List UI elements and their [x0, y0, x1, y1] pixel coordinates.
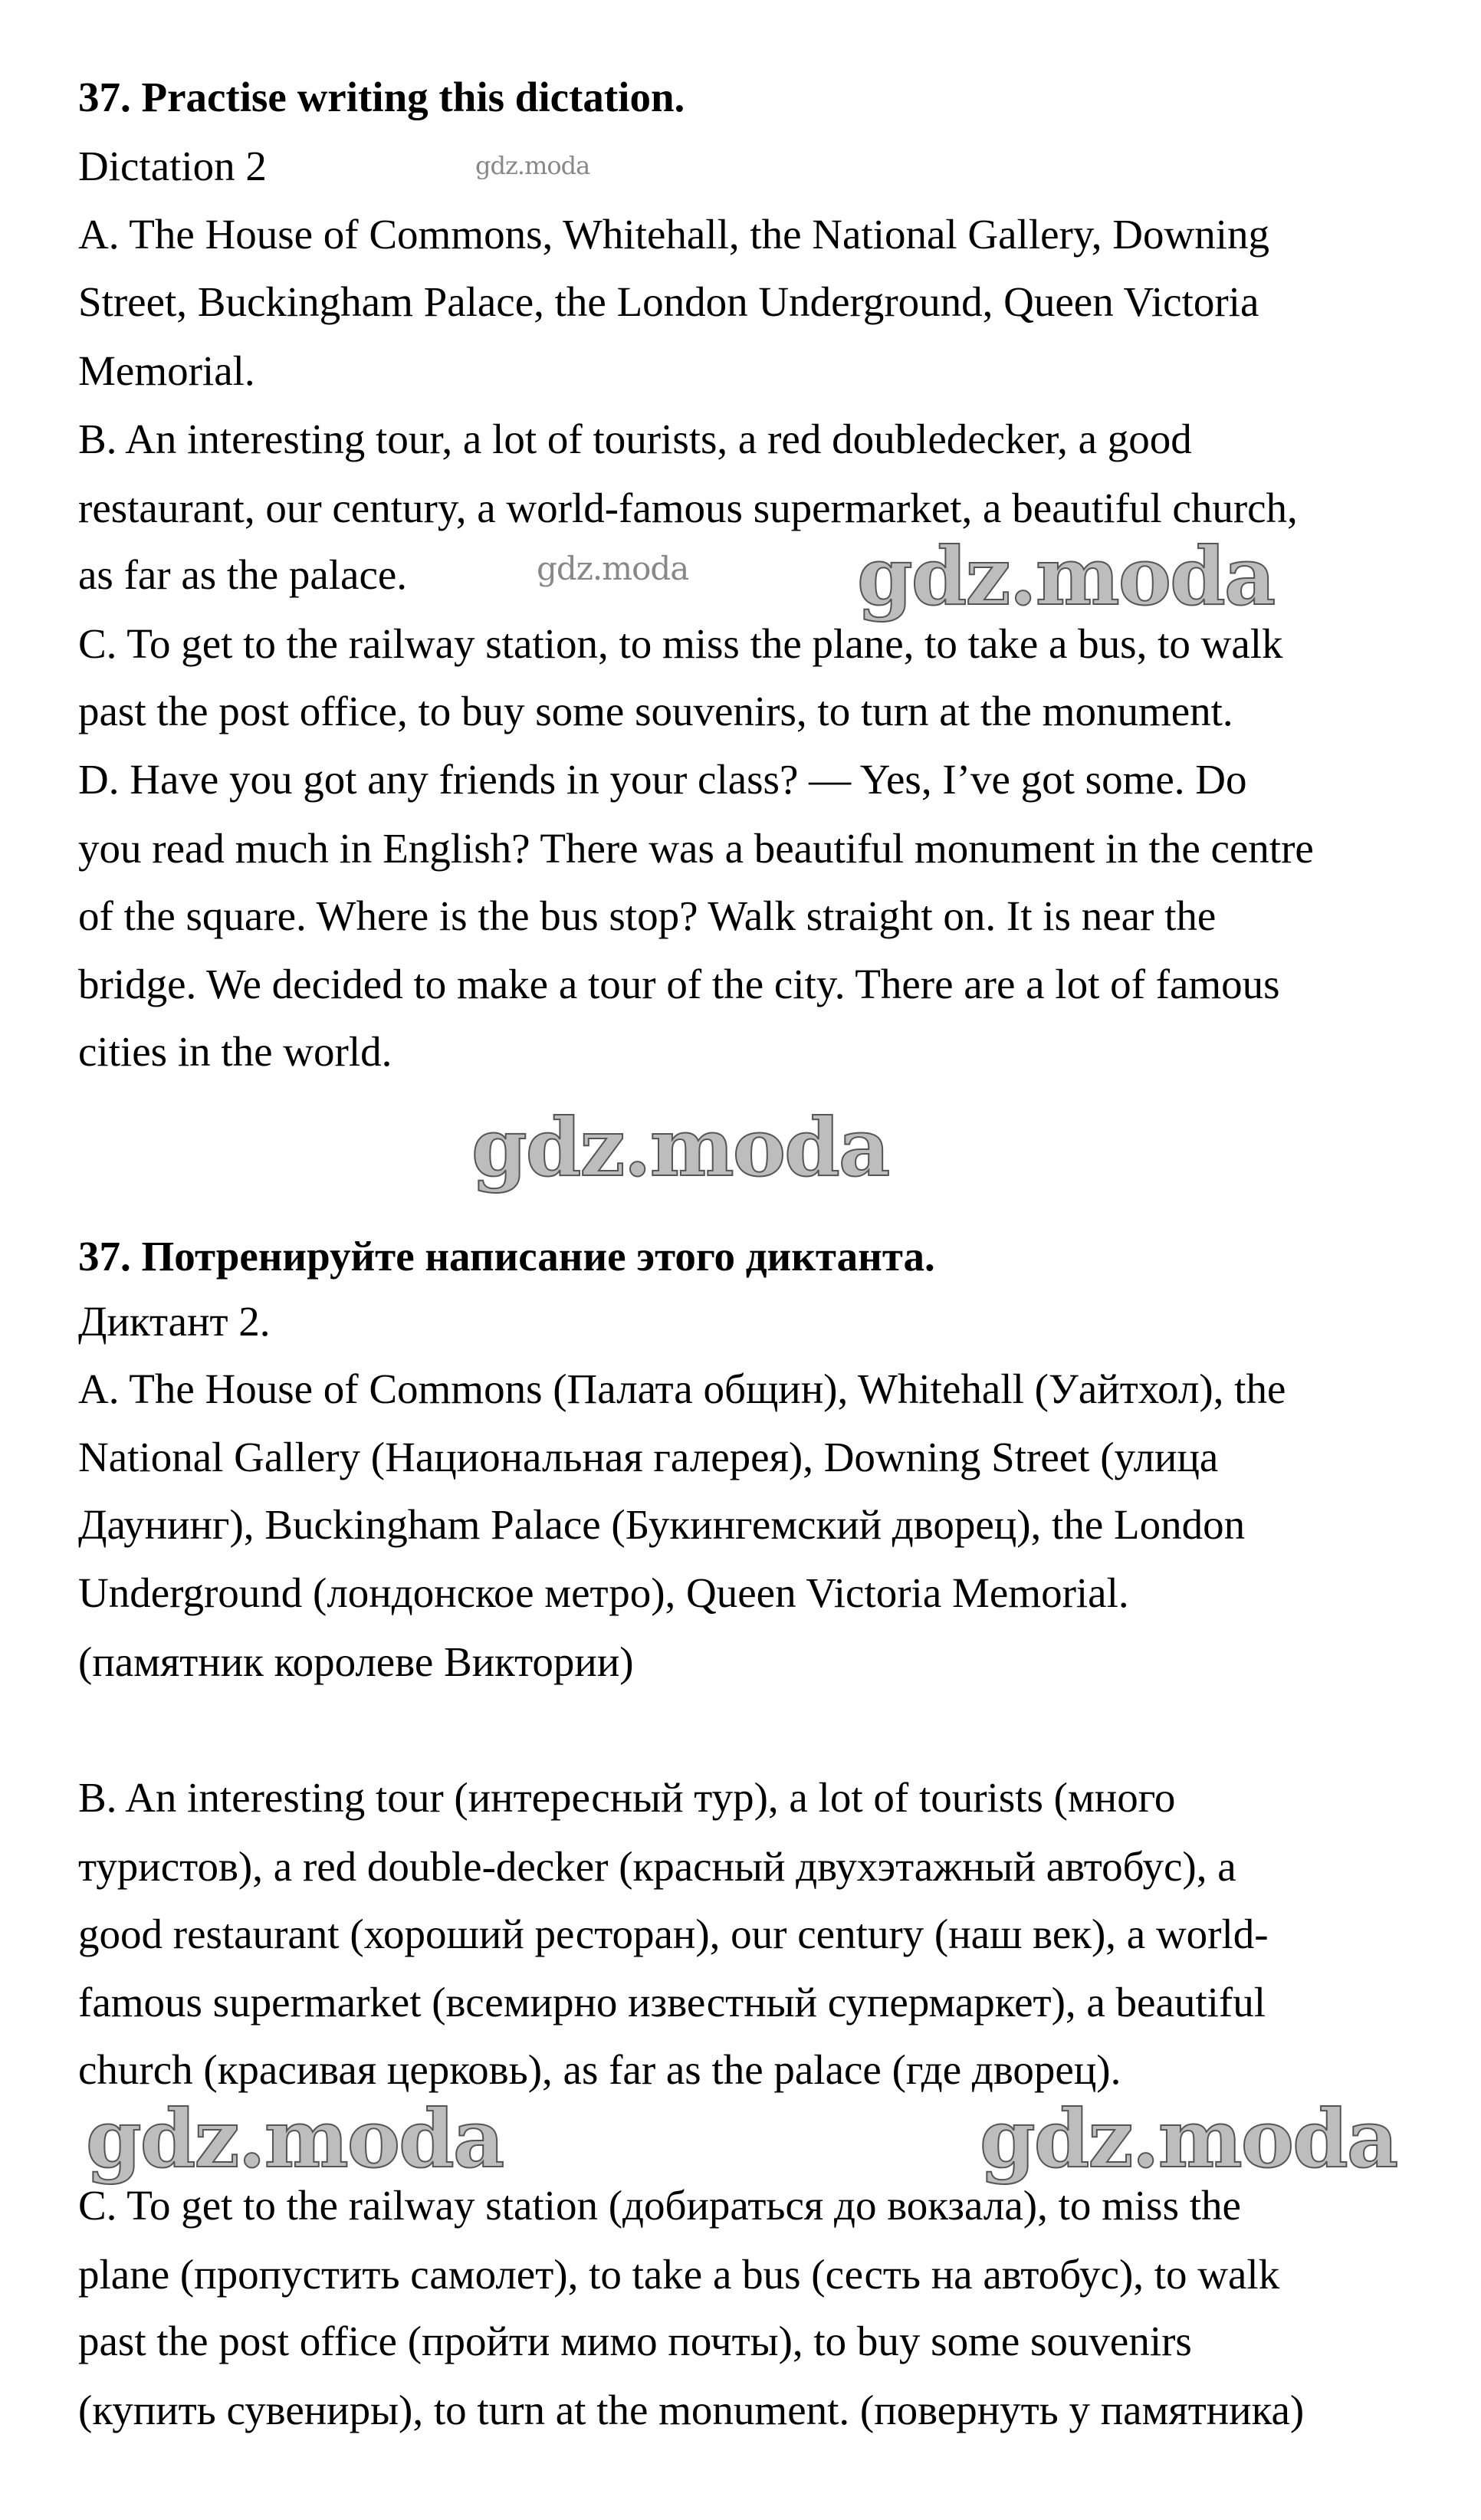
watermark-large: gdz.moda [857, 529, 1275, 623]
watermark-large: gdz.moda [471, 1100, 889, 1194]
text-line: plane (пропустить самолет), to take a bus (сесть на автобус), to walk [78, 2251, 1280, 2298]
watermark-large: gdz.moda [86, 2091, 504, 2186]
text-line: National Gallery (Национальная галерея), Downing Street (улица [78, 1434, 1219, 1480]
text-line: Street, Buckingham Palace, the London Underground, Queen Victoria [78, 278, 1259, 325]
text-line: C. To get to the railway station (добираться до вокзала), to miss the [78, 2182, 1241, 2229]
text-line: Memorial. [78, 347, 255, 394]
text-line: (купить сувениры), to turn at the monument. (повернуть у памятника) [78, 2387, 1305, 2433]
text-line: C. To get to the railway station, to miss the plane, to take a bus, to walk [78, 620, 1283, 667]
text-line: past the post office (пройти мимо почты), to buy some souvenirs [78, 2318, 1192, 2364]
text-line: restaurant, our century, a world-famous supermarket, a beautiful church, [78, 485, 1298, 531]
text-line: B. An interesting tour, a lot of tourists, a red doubledecker, a good [78, 416, 1192, 462]
text-line: A. The House of Commons (Палата общин), Whitehall (Уайтхол), the [78, 1365, 1286, 1412]
text-line: B. An interesting tour (интересный тур), a lot of tourists (много [78, 1774, 1176, 1821]
watermark-large: gdz.moda [980, 2091, 1397, 2186]
text-line: Underground (лондонское метро), Queen Victoria Memorial. [78, 1569, 1129, 1616]
text-line: you read much in English? There was a beautiful monument in the centre [78, 825, 1314, 872]
dictation-subtitle-ru: Диктант 2. [78, 1298, 271, 1345]
text-line: (памятник королеве Виктории) [78, 1638, 634, 1685]
exercise-title-ru: 37. Потренируйте написание этого диктанта. [78, 1233, 935, 1280]
text-line: past the post office, to buy some souvenirs, to turn at the monument. [78, 688, 1233, 734]
text-line: A. The House of Commons, Whitehall, the National Gallery, Downing [78, 211, 1269, 258]
text-line: bridge. We decided to make a tour of the city. There are a lot of famous [78, 961, 1280, 1007]
text-line: of the square. Where is the bus stop? Walk straight on. It is near the [78, 892, 1217, 939]
text-line: D. Have you got any friends in your class? — Yes, I’ve got some. Do [78, 756, 1247, 803]
exercise-title: 37. Practise writing this dictation. [78, 74, 685, 120]
text-line: as far as the palace. [78, 551, 408, 598]
text-line: church (красивая церковь), as far as the palace (где дворец). [78, 2046, 1121, 2093]
text-line: Даунинг), Buckingham Palace (Букингемский дворец), the London [78, 1501, 1246, 1548]
text-line: туристов), a red double-decker (красный двухэтажный автобус), a [78, 1843, 1236, 1890]
text-line: good restaurant (хороший ресторан), our century (наш век), a world- [78, 1911, 1269, 1957]
text-line: famous supermarket (всемирно известный супермаркет), a beautiful [78, 1979, 1266, 2026]
watermark-small: gdz.moda [475, 151, 590, 180]
text-line: cities in the world. [78, 1028, 392, 1075]
dictation-subtitle: Dictation 2 [78, 143, 267, 189]
watermark-small: gdz.moda [537, 550, 689, 587]
